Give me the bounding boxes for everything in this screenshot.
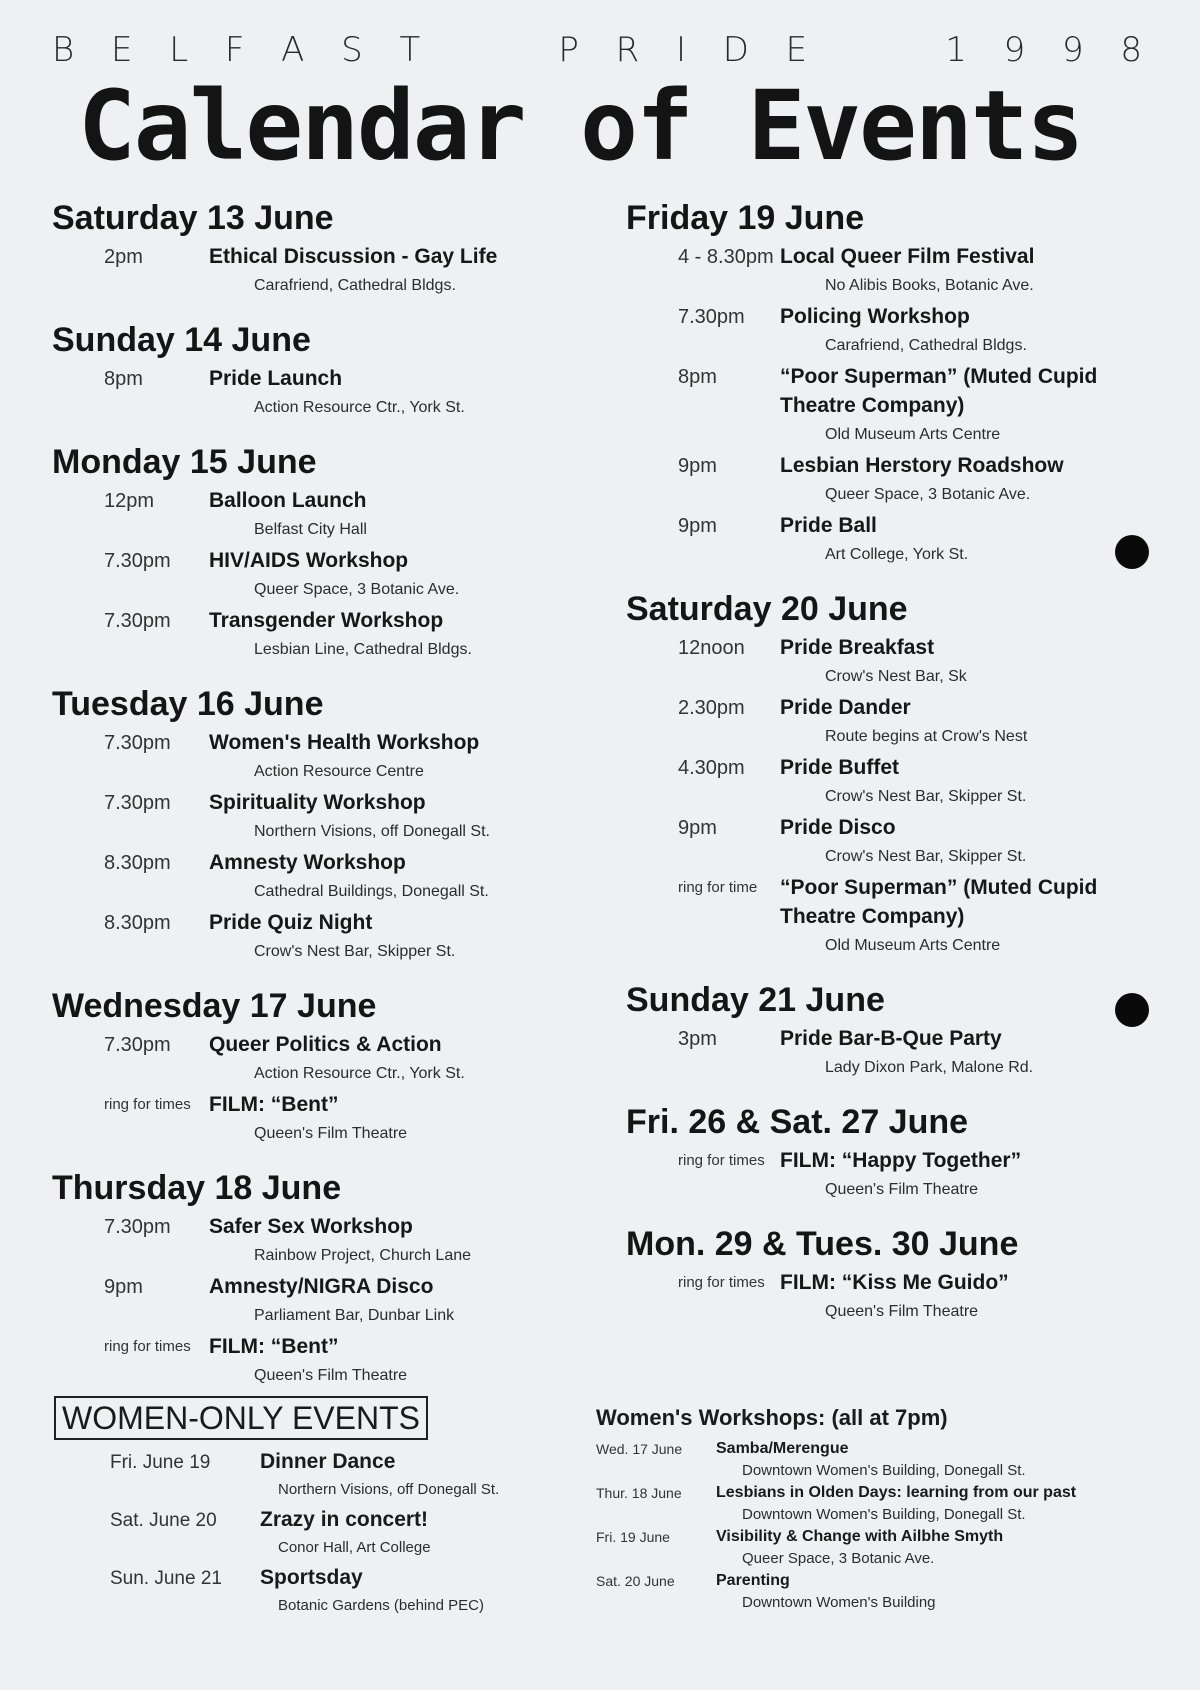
event-time: 7.30pm: [678, 306, 745, 328]
women-event-body: [260, 1448, 590, 1504]
day-block: [52, 984, 612, 1148]
day-block: [626, 196, 1166, 569]
event-venue: Crow's Nest Bar, Skipper St.: [825, 788, 1027, 805]
event-venue: Route begins at Crow's Nest: [825, 728, 1028, 745]
event-venue: Old Museum Arts Centre: [825, 937, 1001, 954]
workshop-row: [596, 1526, 1156, 1570]
women-event-date: Fri. June 19: [110, 1452, 211, 1473]
event-venue: Action Resource Centre: [254, 763, 424, 780]
event-title: “Poor Superman” (Muted Cupid Theatre Company): [780, 365, 1098, 417]
event-time: 9pm: [678, 455, 717, 477]
womens-workshops-list: [596, 1438, 1156, 1614]
event-body: [780, 813, 1166, 871]
event-title: Women's Health Workshop: [209, 731, 480, 754]
day-title: Fri. 26 & Sat. 27 June: [626, 1103, 969, 1141]
event-body: [209, 242, 612, 300]
event-body: [780, 633, 1166, 691]
header-letter: S: [341, 30, 363, 70]
event-body: [209, 486, 612, 544]
workshop-body: [716, 1526, 1156, 1570]
event-title: Spirituality Workshop: [209, 791, 426, 814]
event-time: ring for times: [104, 1096, 191, 1113]
event-venue: Northern Visions, off Donegall St.: [254, 823, 490, 840]
event-venue: Lady Dixon Park, Malone Rd.: [825, 1059, 1034, 1076]
event-row: [52, 1272, 612, 1330]
event-body: [209, 546, 612, 604]
event-time: ring for times: [678, 1274, 765, 1291]
event-title: Local Queer Film Festival: [780, 245, 1035, 268]
event-body: [209, 1090, 612, 1148]
day-title: Sunday 14 June: [52, 321, 311, 359]
header-letter: R: [615, 30, 640, 70]
event-venue: Action Resource Ctr., York St.: [254, 399, 465, 416]
header-letter: 8: [1120, 30, 1142, 70]
header-belfast-pride: [52, 30, 1142, 70]
event-row: [626, 1146, 1166, 1204]
event-venue: Crow's Nest Bar, Skipper St.: [825, 848, 1027, 865]
event-title: Pride Bar-B-Que Party: [780, 1027, 1002, 1050]
women-event-date: Sat. June 20: [110, 1510, 217, 1531]
event-venue: Belfast City Hall: [254, 521, 367, 538]
event-row: [52, 1332, 612, 1390]
day-title: Saturday 20 June: [626, 590, 908, 628]
event-body: [209, 788, 612, 846]
event-time: 2.30pm: [678, 697, 745, 719]
event-body: [209, 1030, 612, 1088]
event-title: Pride Buffet: [780, 756, 900, 779]
event-venue: Queen's Film Theatre: [254, 1367, 408, 1384]
workshop-body: [716, 1482, 1156, 1526]
event-body: [209, 1212, 612, 1270]
event-title: Transgender Workshop: [209, 609, 444, 632]
header-letter: P: [558, 30, 579, 70]
header-letter: [895, 30, 909, 70]
day-block: [626, 1100, 1166, 1204]
event-time: 7.30pm: [104, 1216, 171, 1238]
day-block: [52, 682, 612, 966]
event-body: [209, 848, 612, 906]
day-title: Mon. 29 & Tues. 30 June: [626, 1225, 1019, 1263]
event-venue: Rainbow Project, Church Lane: [254, 1247, 472, 1264]
event-row: [626, 873, 1166, 960]
header-letter: 9: [1061, 30, 1084, 70]
day-title: Wednesday 17 June: [52, 987, 377, 1025]
event-time: 7.30pm: [104, 610, 171, 632]
event-row: [626, 362, 1166, 449]
event-body: [209, 606, 612, 664]
event-row: [626, 242, 1166, 300]
event-title: FILM: “Bent”: [209, 1335, 339, 1358]
day-title: Sunday 21 June: [626, 981, 885, 1019]
event-body: [209, 1332, 612, 1390]
event-venue: Old Museum Arts Centre: [825, 426, 1001, 443]
event-title: Pride Disco: [780, 816, 896, 839]
event-title: Policing Workshop: [780, 305, 970, 328]
event-time: ring for times: [104, 1338, 191, 1355]
header-letter: B: [52, 30, 75, 70]
event-title: Pride Breakfast: [780, 636, 935, 659]
event-body: [780, 302, 1166, 360]
event-venue: Cathedral Buildings, Donegall St.: [254, 883, 489, 900]
event-venue: Queen's Film Theatre: [825, 1181, 979, 1198]
women-event-venue: Northern Visions, off Donegall St.: [278, 1481, 500, 1498]
event-row: [626, 451, 1166, 509]
workshop-row: [596, 1570, 1156, 1614]
event-time: 8pm: [678, 366, 717, 388]
event-row: [626, 302, 1166, 360]
women-event-row: [110, 1448, 590, 1504]
event-title: Pride Quiz Night: [209, 911, 373, 934]
day-block: [52, 440, 612, 664]
event-body: [209, 728, 612, 786]
event-time: 8.30pm: [104, 912, 171, 934]
day-block: [626, 978, 1166, 1082]
event-title: Pride Dander: [780, 696, 911, 719]
header-letter: A: [281, 30, 305, 70]
event-row: [626, 1024, 1166, 1082]
header-letter: [508, 30, 522, 70]
event-time: 2pm: [104, 246, 143, 268]
women-event-body: [260, 1506, 590, 1562]
workshop-title: Samba/Merengue: [716, 1440, 849, 1457]
event-time: 8.30pm: [104, 852, 171, 874]
women-event-title: Dinner Dance: [260, 1450, 396, 1473]
header-letter: D: [722, 30, 749, 70]
workshop-venue: Queer Space, 3 Botanic Ave.: [742, 1550, 935, 1567]
header-letter: F: [224, 30, 245, 70]
header-letter: T: [399, 30, 421, 70]
event-row: [52, 1090, 612, 1148]
event-row: [52, 728, 612, 786]
page-title: Calendar of Events: [78, 70, 1083, 182]
event-title: Amnesty Workshop: [209, 851, 406, 874]
event-venue: No Alibis Books, Botanic Ave.: [825, 277, 1034, 294]
women-event-title: Sportsday: [260, 1566, 363, 1589]
event-row: [52, 848, 612, 906]
workshop-venue: Downtown Women's Building, Donegall St.: [742, 1462, 1026, 1479]
workshop-body: [716, 1570, 1156, 1614]
event-body: [780, 362, 1166, 449]
event-venue: Lesbian Line, Cathedral Bldgs.: [254, 641, 472, 658]
event-body: [209, 364, 612, 422]
header-letter: [457, 30, 471, 70]
event-body: [780, 242, 1166, 300]
event-venue: Queen's Film Theatre: [825, 1303, 979, 1320]
women-event-body: [260, 1564, 590, 1620]
event-body: [209, 908, 612, 966]
event-time: 7.30pm: [104, 792, 171, 814]
header-letter: [844, 30, 858, 70]
event-body: [780, 1146, 1166, 1204]
event-time: ring for times: [678, 1152, 765, 1169]
event-venue: Carafriend, Cathedral Bldgs.: [254, 277, 456, 294]
event-time: 7.30pm: [104, 732, 171, 754]
day-block: [52, 318, 612, 422]
event-row: [52, 1212, 612, 1270]
workshop-date: Sat. 20 June: [596, 1573, 675, 1589]
event-title: Pride Ball: [780, 514, 877, 537]
event-title: “Poor Superman” (Muted Cupid Theatre Company): [780, 876, 1098, 928]
day-block: [52, 196, 612, 300]
event-title: Balloon Launch: [209, 489, 367, 512]
event-row: [52, 1030, 612, 1088]
workshop-row: [596, 1482, 1156, 1526]
event-time: 9pm: [678, 515, 717, 537]
event-row: [626, 813, 1166, 871]
header-letter: I: [675, 30, 686, 70]
workshop-body: [716, 1438, 1156, 1482]
event-body: [780, 451, 1166, 509]
event-title: Ethical Discussion - Gay Life: [209, 245, 498, 268]
punch-hole-top: [1115, 535, 1149, 569]
event-title: FILM: “Happy Together”: [780, 1149, 1022, 1172]
event-body: [780, 873, 1166, 960]
event-title: Queer Politics & Action: [209, 1033, 442, 1056]
header-letter: E: [110, 30, 133, 70]
event-body: [209, 1272, 612, 1330]
event-body: [780, 1268, 1166, 1326]
event-venue: Crow's Nest Bar, Sk: [825, 668, 967, 685]
event-title: Pride Launch: [209, 367, 343, 390]
event-title: HIV/AIDS Workshop: [209, 549, 409, 572]
event-title: FILM: “Kiss Me Guido”: [780, 1271, 1009, 1294]
event-time: 3pm: [678, 1028, 717, 1050]
event-time: 9pm: [678, 817, 717, 839]
workshop-title: Lesbians in Olden Days: learning from our past: [716, 1484, 1077, 1501]
women-event-title: Zrazy in concert!: [260, 1508, 429, 1531]
event-row: [52, 788, 612, 846]
left-column: [52, 196, 612, 1408]
event-row: [52, 908, 612, 966]
event-time: 7.30pm: [104, 1034, 171, 1056]
event-title: Lesbian Herstory Roadshow: [780, 454, 1064, 477]
event-row: [626, 753, 1166, 811]
event-time: 12noon: [678, 637, 745, 659]
event-venue: Art College, York St.: [825, 546, 969, 563]
event-venue: Queen's Film Theatre: [254, 1125, 408, 1142]
women-only-heading: WOMEN-ONLY EVENTS: [54, 1396, 428, 1440]
event-body: [780, 693, 1166, 751]
event-venue: Action Resource Ctr., York St.: [254, 1065, 465, 1082]
punch-hole-bottom: [1115, 993, 1149, 1027]
event-row: [626, 1268, 1166, 1326]
women-only-list: [110, 1448, 590, 1622]
event-time: 4 - 8.30pm: [678, 246, 774, 268]
day-title: Saturday 13 June: [52, 199, 334, 237]
event-row: [626, 511, 1166, 569]
event-venue: Queer Space, 3 Botanic Ave.: [254, 581, 460, 598]
event-title: FILM: “Bent”: [209, 1093, 339, 1116]
women-event-row: [110, 1564, 590, 1620]
event-row: [52, 242, 612, 300]
workshop-title: Parenting: [716, 1572, 790, 1589]
event-venue: Parliament Bar, Dunbar Link: [254, 1307, 455, 1324]
day-title: Monday 15 June: [52, 443, 317, 481]
event-venue: Crow's Nest Bar, Skipper St.: [254, 943, 456, 960]
day-title: Tuesday 16 June: [52, 685, 324, 723]
event-body: [780, 511, 1166, 569]
event-row: [626, 693, 1166, 751]
day-title: Friday 19 June: [626, 199, 865, 237]
day-block: [626, 1222, 1166, 1326]
header-letter: 1: [945, 30, 967, 70]
women-event-date: Sun. June 21: [110, 1568, 222, 1589]
day-block: [52, 1166, 612, 1390]
workshop-date: Thur. 18 June: [596, 1485, 682, 1501]
event-body: [780, 753, 1166, 811]
womens-workshops-heading: Women's Workshops: (all at 7pm): [596, 1405, 948, 1430]
event-row: [52, 364, 612, 422]
event-row: [52, 486, 612, 544]
event-time: ring for time: [678, 879, 758, 896]
event-title: Safer Sex Workshop: [209, 1215, 413, 1238]
workshop-title: Visibility & Change with Ailbhe Smyth: [716, 1528, 1004, 1545]
day-title: Thursday 18 June: [52, 1169, 342, 1207]
header-letter: L: [169, 30, 189, 70]
event-row: [52, 606, 612, 664]
event-title: Amnesty/NIGRA Disco: [209, 1275, 434, 1298]
workshop-date: Wed. 17 June: [596, 1441, 683, 1457]
header-letter: E: [785, 30, 808, 70]
right-column: [626, 196, 1166, 1344]
women-event-venue: Botanic Gardens (behind PEC): [278, 1597, 484, 1614]
workshop-venue: Downtown Women's Building: [742, 1594, 936, 1611]
workshop-venue: Downtown Women's Building, Donegall St.: [742, 1506, 1026, 1523]
event-body: [780, 1024, 1166, 1082]
event-time: 12pm: [104, 490, 155, 512]
day-block: [626, 587, 1166, 960]
workshop-date: Fri. 19 June: [596, 1529, 670, 1545]
event-time: 8pm: [104, 368, 143, 390]
event-time: 7.30pm: [104, 550, 171, 572]
women-event-venue: Conor Hall, Art College: [278, 1539, 431, 1556]
women-event-row: [110, 1506, 590, 1562]
event-venue: Queer Space, 3 Botanic Ave.: [825, 486, 1031, 503]
workshop-row: [596, 1438, 1156, 1482]
event-row: [52, 546, 612, 604]
womens-workshops: [596, 1402, 1156, 1614]
event-time: 9pm: [104, 1276, 143, 1298]
event-venue: Carafriend, Cathedral Bldgs.: [825, 337, 1027, 354]
header-letter: 9: [1003, 30, 1026, 70]
event-time: 4.30pm: [678, 757, 745, 779]
event-row: [626, 633, 1166, 691]
